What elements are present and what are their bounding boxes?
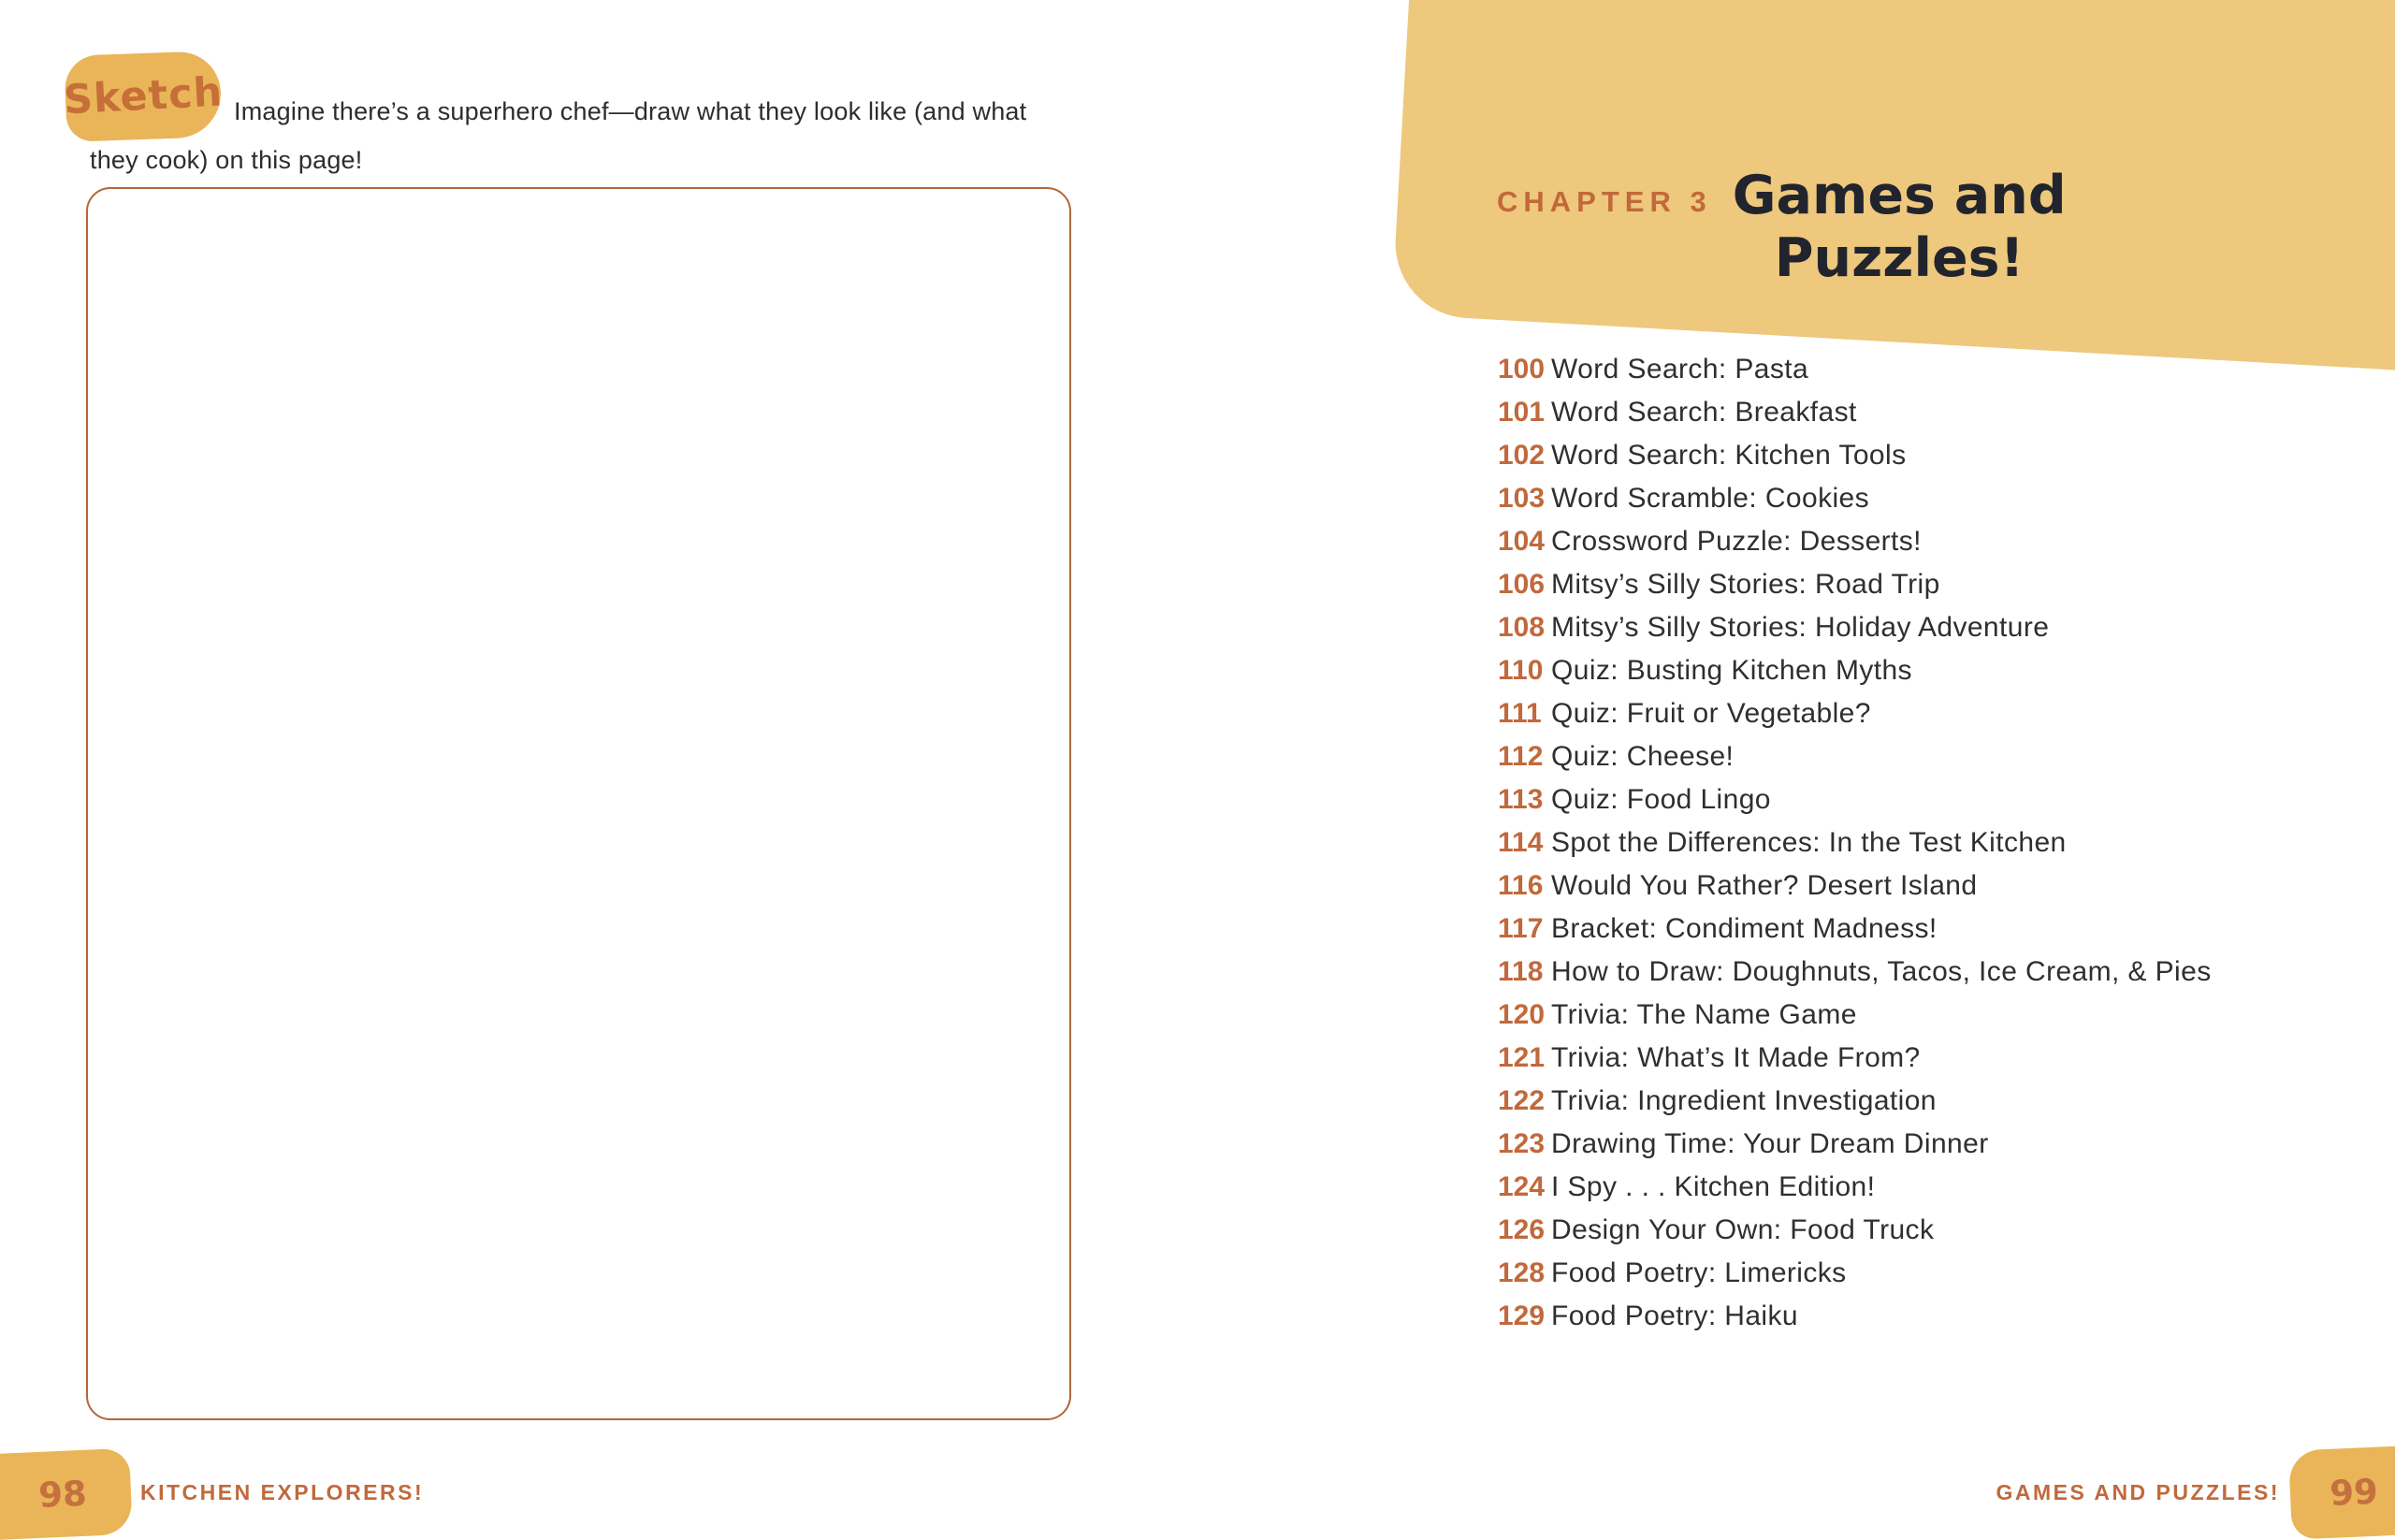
toc-page-number: 117: [1498, 913, 1544, 944]
toc-title: Word Scramble: Cookies: [1551, 483, 1870, 514]
toc-entry: [1498, 778, 2212, 821]
toc-entry: [1498, 391, 2212, 434]
toc-title: Quiz: Food Lingo: [1551, 784, 1771, 815]
toc-title: Crossword Puzzle: Desserts!: [1551, 526, 1922, 557]
toc-page-number: 129: [1498, 1300, 1546, 1331]
chapter-title-line1: Games and: [1732, 165, 2067, 226]
toc-page-number: 122: [1498, 1085, 1546, 1116]
toc-page-number: 116: [1498, 870, 1544, 901]
toc-page-number: 120: [1498, 999, 1546, 1030]
toc-entry: [1498, 1037, 2212, 1080]
right-page: [1198, 0, 2395, 1540]
toc-title: Food Poetry: Limericks: [1551, 1257, 1847, 1288]
toc-title: Quiz: Cheese!: [1551, 741, 1735, 772]
toc-entry: [1498, 563, 2212, 606]
toc-page-number: 123: [1498, 1128, 1546, 1159]
toc-entry: [1498, 1080, 2212, 1123]
chapter-title: [1733, 165, 2067, 290]
page-number-left: 98: [37, 1473, 88, 1516]
toc-entry: [1498, 520, 2212, 563]
toc-page-number: 118: [1498, 956, 1544, 987]
toc-title: Drawing Time: Your Dream Dinner: [1551, 1128, 1989, 1159]
sketch-prompt-line1: [62, 53, 1104, 139]
table-of-contents: [1498, 348, 2212, 1338]
toc-entry: [1498, 606, 2212, 649]
page-number-badge-left: [0, 1448, 133, 1540]
toc-entry: [1498, 821, 2212, 864]
toc-page-number: 108: [1498, 612, 1546, 643]
toc-entry: [1498, 1295, 2212, 1338]
toc-page-number: 121: [1498, 1042, 1546, 1073]
toc-entry: [1498, 864, 2212, 908]
toc-entry: [1498, 951, 2212, 994]
chapter-number-label: CHAPTER 3: [1497, 185, 1712, 218]
toc-page-number: 102: [1498, 440, 1546, 471]
toc-title: Quiz: Fruit or Vegetable?: [1551, 698, 1871, 729]
toc-title: Mitsy’s Silly Stories: Road Trip: [1551, 569, 1940, 600]
drawing-area[interactable]: [86, 187, 1071, 1420]
toc-title: Trivia: The Name Game: [1551, 999, 1857, 1030]
toc-page-number: 104: [1498, 526, 1546, 557]
toc-entry: [1498, 994, 2212, 1037]
toc-title: How to Draw: Doughnuts, Tacos, Ice Cream, & Pies: [1551, 956, 2212, 987]
toc-title: Word Search: Kitchen Tools: [1551, 440, 1907, 471]
sketch-badge-label: Sketch: [62, 68, 225, 124]
toc-page-number: 126: [1498, 1214, 1546, 1245]
sketch-badge: [62, 51, 225, 142]
toc-title: Spot the Differences: In the Test Kitchen: [1551, 827, 2067, 858]
chapter-heading: [1497, 165, 2067, 290]
toc-title: Mitsy’s Silly Stories: Holiday Adventure: [1551, 612, 2050, 643]
toc-entry: [1498, 735, 2212, 778]
toc-entry: [1498, 1252, 2212, 1295]
sketch-prompt: [62, 53, 1104, 177]
toc-entry: [1498, 1209, 2212, 1252]
page-number-badge-right: [2288, 1444, 2395, 1539]
toc-title: Trivia: What’s It Made From?: [1551, 1042, 1921, 1073]
toc-title: Quiz: Busting Kitchen Myths: [1551, 655, 1912, 686]
toc-title: Word Search: Pasta: [1551, 354, 1809, 385]
toc-entry: [1498, 1166, 2212, 1209]
toc-entry: [1498, 692, 2212, 735]
toc-entry: [1498, 348, 2212, 391]
toc-title: Word Search: Breakfast: [1551, 397, 1857, 428]
toc-entry: [1498, 649, 2212, 692]
toc-title: Design Your Own: Food Truck: [1551, 1214, 1935, 1245]
toc-entry: [1498, 434, 2212, 477]
toc-page-number: 103: [1498, 483, 1546, 514]
toc-title: I Spy . . . Kitchen Edition!: [1551, 1171, 1876, 1202]
toc-page-number: 111: [1498, 698, 1542, 729]
toc-entry: [1498, 477, 2212, 520]
prompt-text-line2: they cook) on this page!: [90, 146, 363, 174]
toc-title: Would You Rather? Desert Island: [1551, 870, 1978, 901]
page-number-right: 99: [2329, 1471, 2379, 1514]
toc-page-number: 101: [1498, 397, 1546, 428]
toc-page-number: 113: [1498, 784, 1544, 815]
chapter-title-line2: Puzzles!: [1774, 227, 2025, 289]
toc-page-number: 100: [1498, 354, 1546, 385]
toc-entry: [1498, 1123, 2212, 1166]
prompt-text-line1: Imagine there’s a superhero chef—draw what they look like (and what: [234, 96, 1027, 125]
toc-title: Bracket: Condiment Madness!: [1551, 913, 1938, 944]
toc-page-number: 112: [1498, 741, 1544, 772]
running-footer-left: KITCHEN EXPLORERS!: [140, 1480, 425, 1504]
toc-page-number: 110: [1498, 655, 1544, 686]
toc-page-number: 124: [1498, 1171, 1546, 1202]
toc-title: Food Poetry: Haiku: [1551, 1300, 1798, 1331]
toc-entry: [1498, 908, 2212, 951]
toc-page-number: 106: [1498, 569, 1546, 600]
toc-title: Trivia: Ingredient Investigation: [1551, 1085, 1937, 1116]
running-footer-right: GAMES AND PUZZLES!: [1996, 1480, 2280, 1504]
toc-page-number: 114: [1498, 827, 1544, 858]
toc-page-number: 128: [1498, 1257, 1546, 1288]
